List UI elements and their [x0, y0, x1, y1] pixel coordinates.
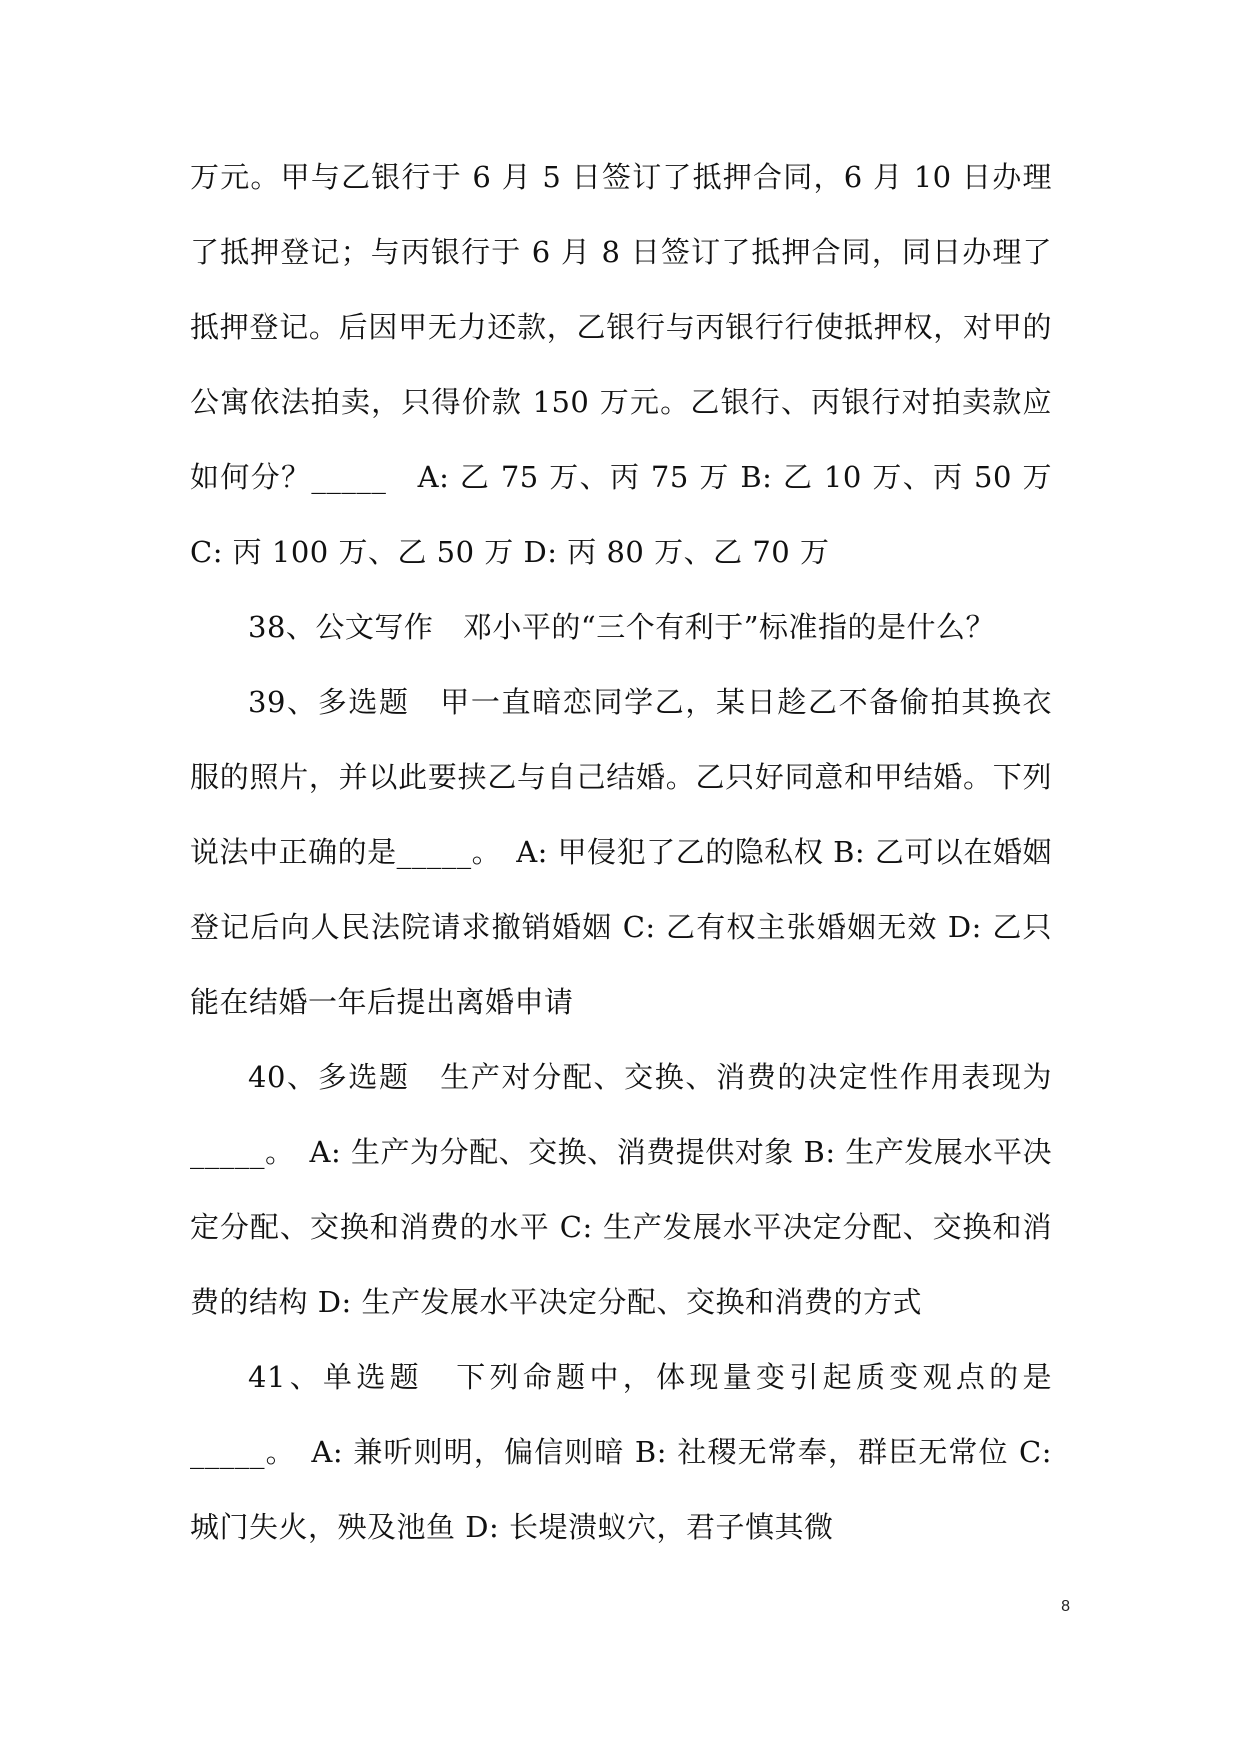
page-body	[190, 140, 1052, 1565]
question-40: 40、多选题 生产对分配、交换、消费的决定性作用表现为_____。 A: 生产为分配、交换、消费提供对象 B: 生产发展水平决定分配、交换和消费的水平 C: 生产发展水平决定分配、交换和消费的结构 D: 生产发展水平决定分配、交换和消费的方式	[190, 1060, 1052, 1319]
question-41: 41、单选题 下列命题中，体现量变引起质变观点的是_____。 A: 兼听则明，偏信则暗 B: 社稷无常奉，群臣无常位 C: 城门失火，殃及池鱼 D: 长堤溃蚁穴，君子慎其微	[190, 1360, 1052, 1544]
question-37-continuation: 万元。甲与乙银行于 6 月 5 日签订了抵押合同，6 月 10 日办理了抵押登记；与丙银行于 6 月 8 日签订了抵押合同，同日办理了抵押登记。后因甲无力还款，乙银行与丙银行行使抵押权，对甲的公寓依法拍卖，只得价款 150 万元。乙银行、丙银行对拍卖款应如何分？_____ A: 乙 75 万、丙 75 万 B: 乙 10 万、丙 50 万 C: 丙 100 万、乙 50 万 D: 丙 80 万、乙 70 万	[190, 160, 1052, 569]
question-38: 38、公文写作 邓小平的“三个有利于”标准指的是什么？	[248, 610, 996, 644]
question-39: 39、多选题 甲一直暗恋同学乙，某日趁乙不备偷拍其换衣服的照片，并以此要挟乙与自己结婚。乙只好同意和甲结婚。下列说法中正确的是_____。 A: 甲侵犯了乙的隐私权 B: 乙可以在婚姻登记后向人民法院请求撤销婚姻 C: 乙有权主张婚姻无效 D: 乙只能在结婚一年后提出离婚申请	[190, 685, 1052, 1019]
page-number: 8	[1061, 1598, 1070, 1615]
